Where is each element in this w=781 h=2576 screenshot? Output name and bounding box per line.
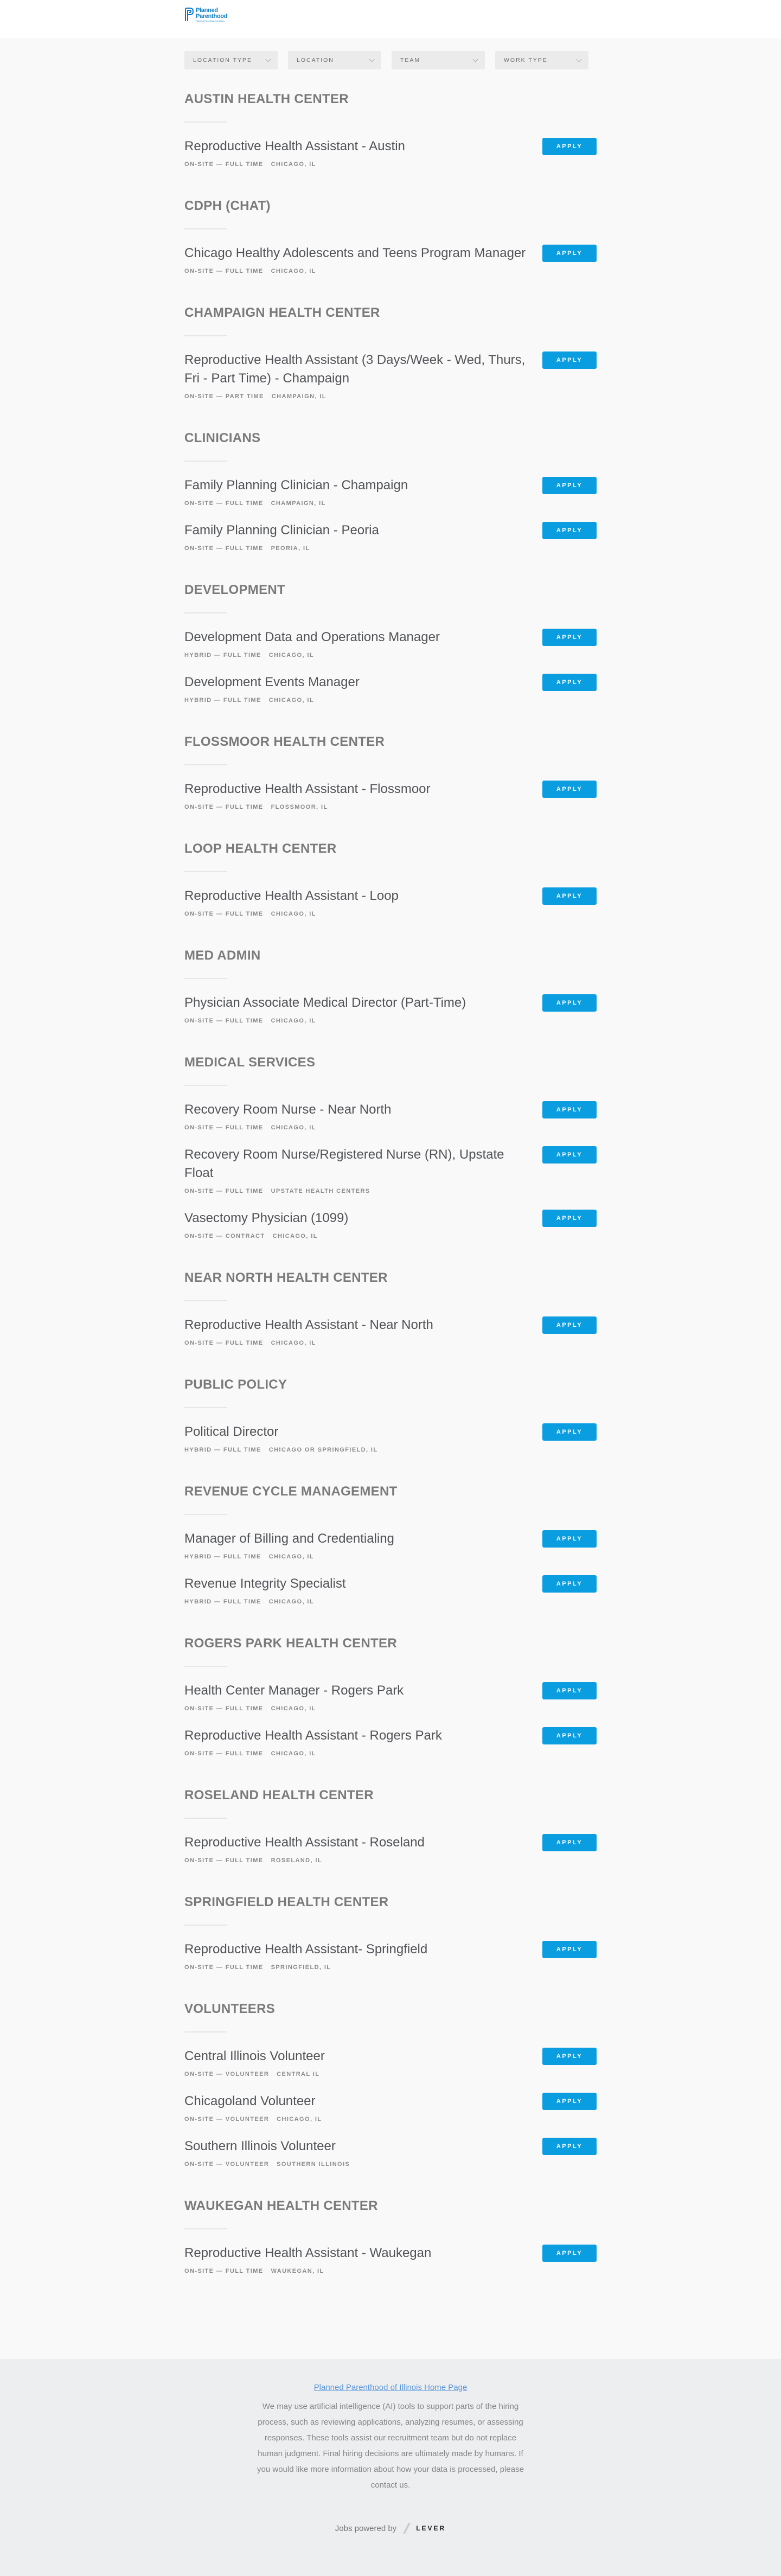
apply-button[interactable]: APPLY bbox=[542, 2245, 597, 2262]
posting-title[interactable]: Reproductive Health Assistant - Rogers Park bbox=[184, 1728, 442, 1743]
posting-commitment: ON-SITE — FULL TIME bbox=[184, 1964, 264, 1971]
posting-meta bbox=[184, 392, 532, 401]
posting-title[interactable]: Development Data and Operations Manager bbox=[184, 630, 440, 644]
posting-location: CHICAGO, IL bbox=[271, 911, 316, 917]
ai-disclaimer: We may use artificial intelligence (AI) tools to support parts of the hiring process, such as reviewing applications, analyzing resumes, or assessing responses. These tools assist our recruitment team but do not replace human judgment. Final hiring decisions are ultimately made by humans. If you would like more information about how your data is processed, please contact us. bbox=[257, 2402, 524, 2490]
posting-info bbox=[184, 1316, 532, 1347]
posting-group bbox=[184, 2001, 597, 2169]
posting-item[interactable] bbox=[184, 2047, 597, 2079]
posting-location: WAUKEGAN, IL bbox=[271, 2268, 324, 2274]
posting-info bbox=[184, 2244, 532, 2275]
posting-commitment: HYBRID — FULL TIME bbox=[184, 652, 261, 659]
posting-title[interactable]: Reproductive Health Assistant - Roseland bbox=[184, 1835, 425, 1850]
posting-group bbox=[184, 841, 597, 918]
posting-title[interactable]: Chicago Healthy Adolescents and Teens Program Manager bbox=[184, 246, 526, 260]
posting-location: CHICAGO, IL bbox=[277, 2116, 322, 2123]
posting-commitment: ON-SITE — VOLUNTEER bbox=[184, 2071, 270, 2078]
group-title: WAUKEGAN HEALTH CENTER bbox=[184, 2198, 378, 2213]
posting-location: CHICAGO, IL bbox=[268, 652, 314, 659]
posting-location: CHICAGO, IL bbox=[272, 1233, 318, 1239]
posting-info bbox=[184, 476, 532, 508]
planned-parenthood-p-icon bbox=[184, 8, 194, 22]
posting-info bbox=[184, 1530, 532, 1561]
lever-icon bbox=[402, 2522, 412, 2534]
posting-group bbox=[184, 734, 597, 811]
posting-commitment: HYBRID — FULL TIME bbox=[184, 1447, 261, 1453]
posting-group bbox=[184, 1635, 597, 1758]
apply-button[interactable]: APPLY bbox=[542, 2093, 597, 2110]
group-title: CHAMPAIGN HEALTH CENTER bbox=[184, 305, 380, 320]
group-title: AUSTIN HEALTH CENTER bbox=[184, 92, 349, 106]
group-divider bbox=[184, 1818, 227, 1819]
apply-button[interactable]: APPLY bbox=[542, 1530, 597, 1548]
posting-title[interactable]: Reproductive Health Assistant - Near North bbox=[184, 1318, 433, 1332]
posting-item[interactable] bbox=[184, 521, 597, 553]
posting-group bbox=[184, 1894, 597, 1972]
group-title: NEAR NORTH HEALTH CENTER bbox=[184, 1270, 388, 1285]
group-divider bbox=[184, 2031, 227, 2032]
filter-label: WORK TYPE bbox=[504, 57, 548, 63]
posting-info bbox=[184, 887, 532, 918]
posting-title[interactable]: Health Center Manager - Rogers Park bbox=[184, 1683, 404, 1698]
posting-location: SOUTHERN ILLINOIS bbox=[277, 2161, 350, 2168]
posting-commitment: ON-SITE — FULL TIME bbox=[184, 1340, 264, 1346]
posting-info bbox=[184, 1575, 532, 1606]
filter-location-type[interactable] bbox=[184, 51, 278, 69]
group-title: DEVELOPMENT bbox=[184, 583, 285, 597]
posting-info bbox=[184, 1727, 532, 1758]
posting-item[interactable] bbox=[184, 1940, 597, 1972]
posting-commitment: ON-SITE — FULL TIME bbox=[184, 1750, 264, 1757]
posting-location: CHICAGO, IL bbox=[268, 1599, 314, 1605]
group-divider bbox=[184, 612, 227, 613]
chevron-down-icon bbox=[577, 56, 582, 62]
filter-team[interactable] bbox=[392, 51, 485, 69]
posting-meta bbox=[184, 1749, 532, 1758]
posting-title[interactable]: Reproductive Health Assistant - Austin bbox=[184, 139, 405, 154]
group-title: VOLUNTEERS bbox=[184, 2002, 276, 2016]
group-divider bbox=[184, 1085, 227, 1086]
group-divider bbox=[184, 1407, 227, 1408]
apply-button[interactable]: APPLY bbox=[542, 1834, 597, 1851]
apply-button[interactable]: APPLY bbox=[542, 887, 597, 905]
group-divider bbox=[184, 1666, 227, 1667]
posting-commitment: ON-SITE — FULL TIME bbox=[184, 268, 264, 274]
chevron-down-icon bbox=[473, 56, 478, 62]
posting-meta bbox=[184, 2115, 532, 2124]
logo-text-line2: Parenthood bbox=[196, 13, 228, 20]
posting-group bbox=[184, 582, 597, 705]
posting-location: CHICAGO, IL bbox=[271, 1750, 316, 1757]
posting-title[interactable]: Physician Associate Medical Director (Part-Time) bbox=[184, 995, 466, 1010]
posting-meta bbox=[184, 2267, 532, 2275]
posting-location: PEORIA, IL bbox=[271, 545, 310, 552]
posting-info bbox=[184, 1940, 532, 1972]
posting-info bbox=[184, 2137, 532, 2169]
posting-meta bbox=[184, 1552, 532, 1561]
posting-item[interactable] bbox=[184, 2244, 597, 2275]
posting-title[interactable]: Chicagoland Volunteer bbox=[184, 2094, 316, 2108]
posting-item[interactable] bbox=[184, 1209, 597, 1241]
postings-groups bbox=[184, 91, 597, 2275]
posting-commitment: HYBRID — FULL TIME bbox=[184, 1554, 261, 1560]
posting-info bbox=[184, 628, 532, 660]
posting-group bbox=[184, 1787, 597, 1865]
posting-meta bbox=[184, 1963, 532, 1972]
lever-wordmark: LEVER bbox=[416, 2524, 446, 2532]
group-title: CDPH (CHAT) bbox=[184, 199, 271, 213]
posting-commitment: HYBRID — FULL TIME bbox=[184, 1599, 261, 1605]
posting-location: CHAMPAIGN, IL bbox=[271, 393, 327, 400]
posting-meta bbox=[184, 544, 532, 553]
posting-title[interactable]: Vasectomy Physician (1099) bbox=[184, 1211, 349, 1225]
posting-info bbox=[184, 780, 532, 811]
group-title: MEDICAL SERVICES bbox=[184, 1055, 316, 1070]
posting-info bbox=[184, 2092, 532, 2124]
apply-button[interactable]: APPLY bbox=[542, 1682, 597, 1699]
posting-info bbox=[184, 1833, 532, 1865]
posting-group bbox=[184, 305, 597, 401]
posting-group bbox=[184, 2198, 597, 2275]
posting-location: SPRINGFIELD, IL bbox=[271, 1964, 331, 1971]
filter-label: LOCATION TYPE bbox=[193, 57, 253, 63]
header bbox=[0, 0, 781, 38]
group-divider bbox=[184, 764, 227, 765]
group-title: REVENUE CYCLE MANAGEMENT bbox=[184, 1484, 398, 1499]
posting-item[interactable] bbox=[184, 780, 597, 811]
posting-meta bbox=[184, 910, 532, 918]
posting-title[interactable]: Recovery Room Nurse/Registered Nurse (RN), Upstate Float bbox=[184, 1147, 504, 1180]
posting-meta bbox=[184, 1123, 532, 1132]
posting-location: CHICAGO, IL bbox=[268, 697, 314, 704]
group-title: CLINICIANS bbox=[184, 431, 261, 445]
posting-item[interactable] bbox=[184, 1833, 597, 1865]
posting-meta bbox=[184, 803, 532, 811]
posting-meta bbox=[184, 696, 532, 705]
posting-commitment: ON-SITE — FULL TIME bbox=[184, 804, 264, 810]
posting-meta bbox=[184, 267, 532, 276]
posting-title[interactable]: Reproductive Health Assistant - Waukegan bbox=[184, 2246, 432, 2260]
filter-work-type[interactable] bbox=[495, 51, 588, 69]
posting-commitment: ON-SITE — FULL TIME bbox=[184, 500, 264, 507]
posting-location: FLOSSMOOR, IL bbox=[271, 804, 328, 810]
posting-location: CHICAGO, IL bbox=[271, 1124, 316, 1131]
apply-button[interactable]: APPLY bbox=[542, 1101, 597, 1118]
posting-commitment: ON-SITE — FULL TIME bbox=[184, 911, 264, 917]
posting-group bbox=[184, 1054, 597, 1241]
posting-info bbox=[184, 2047, 532, 2079]
group-divider bbox=[184, 1514, 227, 1515]
posting-item[interactable] bbox=[184, 1101, 597, 1132]
posting-item[interactable] bbox=[184, 1423, 597, 1454]
posting-group bbox=[184, 1484, 597, 1606]
posting-group bbox=[184, 1377, 597, 1454]
posting-meta bbox=[184, 1597, 532, 1606]
apply-button[interactable]: APPLY bbox=[542, 245, 597, 262]
apply-button[interactable]: APPLY bbox=[542, 674, 597, 691]
posting-title[interactable]: Reproductive Health Assistant- Springfield bbox=[184, 1942, 428, 1957]
posting-location: CENTRAL IL bbox=[277, 2071, 320, 2078]
posting-title[interactable]: Revenue Integrity Specialist bbox=[184, 1576, 346, 1591]
apply-button[interactable]: APPLY bbox=[542, 1575, 597, 1593]
posting-title[interactable]: Central Illinois Volunteer bbox=[184, 2049, 325, 2063]
posting-item[interactable] bbox=[184, 1682, 597, 1713]
posting-location: CHICAGO OR SPRINGFIELD, IL bbox=[268, 1447, 378, 1453]
group-divider bbox=[184, 1300, 227, 1301]
posting-title[interactable]: Family Planning Clinician - Peoria bbox=[184, 523, 379, 538]
logo-text-line1: Planned bbox=[196, 7, 218, 14]
group-divider bbox=[184, 122, 227, 123]
posting-title[interactable]: Political Director bbox=[184, 1424, 279, 1439]
posting-commitment: ON-SITE — VOLUNTEER bbox=[184, 2161, 270, 2168]
posting-commitment: ON-SITE — FULL TIME bbox=[184, 545, 264, 552]
posting-meta bbox=[184, 1232, 532, 1241]
posting-info bbox=[184, 1423, 532, 1454]
posting-commitment: HYBRID — FULL TIME bbox=[184, 697, 261, 704]
posting-title[interactable]: Reproductive Health Assistant - Loop bbox=[184, 889, 399, 903]
posting-commitment: ON-SITE — VOLUNTEER bbox=[184, 2116, 270, 2123]
planned-parenthood-logo[interactable] bbox=[184, 8, 227, 23]
posting-meta bbox=[184, 2160, 532, 2169]
posting-item[interactable] bbox=[184, 351, 597, 401]
posting-title[interactable]: Manager of Billing and Credentialing bbox=[184, 1531, 394, 1546]
group-title: FLOSSMOOR HEALTH CENTER bbox=[184, 734, 385, 749]
chevron-down-icon bbox=[369, 56, 375, 62]
apply-button[interactable]: APPLY bbox=[542, 2048, 597, 2065]
filter-location[interactable] bbox=[288, 51, 381, 69]
posting-commitment: ON-SITE — FULL TIME bbox=[184, 1188, 264, 1194]
posting-commitment: ON-SITE — PART TIME bbox=[184, 393, 264, 400]
posting-location: CHICAGO, IL bbox=[271, 1705, 316, 1712]
filter-bar bbox=[184, 51, 597, 69]
posting-info bbox=[184, 351, 532, 401]
group-title: ROGERS PARK HEALTH CENTER bbox=[184, 1636, 397, 1651]
apply-button[interactable]: APPLY bbox=[542, 351, 597, 369]
posting-item[interactable] bbox=[184, 628, 597, 660]
apply-button[interactable]: APPLY bbox=[542, 2138, 597, 2155]
apply-button[interactable]: APPLY bbox=[542, 1316, 597, 1334]
posting-group bbox=[184, 198, 597, 276]
apply-button[interactable]: APPLY bbox=[542, 781, 597, 798]
posting-item[interactable] bbox=[184, 1530, 597, 1561]
posting-item[interactable] bbox=[184, 2092, 597, 2124]
posting-item[interactable] bbox=[184, 1146, 597, 1196]
posting-meta bbox=[184, 1856, 532, 1865]
apply-button[interactable]: APPLY bbox=[542, 1146, 597, 1164]
posting-info bbox=[184, 1209, 532, 1241]
group-divider bbox=[184, 871, 227, 872]
apply-button[interactable]: APPLY bbox=[542, 1727, 597, 1744]
apply-button[interactable]: APPLY bbox=[542, 1423, 597, 1441]
posting-location: ROSELAND, IL bbox=[271, 1857, 322, 1864]
posting-title[interactable]: Development Events Manager bbox=[184, 675, 360, 689]
group-title: LOOP HEALTH CENTER bbox=[184, 841, 337, 856]
posting-item[interactable] bbox=[184, 1575, 597, 1606]
posting-location: CHICAGO, IL bbox=[268, 1554, 314, 1560]
filter-label: TEAM bbox=[400, 57, 421, 63]
posting-info bbox=[184, 137, 532, 169]
posting-location: CHICAGO, IL bbox=[271, 268, 316, 274]
group-divider bbox=[184, 228, 227, 229]
group-title: MED ADMIN bbox=[184, 948, 261, 963]
posting-location: UPSTATE HEALTH CENTERS bbox=[271, 1188, 370, 1194]
posting-title[interactable]: Recovery Room Nurse - Near North bbox=[184, 1102, 392, 1117]
posting-location: CHICAGO, IL bbox=[271, 1340, 316, 1346]
posting-meta bbox=[184, 1339, 532, 1347]
posting-item[interactable] bbox=[184, 137, 597, 169]
posting-title[interactable]: Southern Illinois Volunteer bbox=[184, 2139, 336, 2153]
posting-title[interactable]: Reproductive Health Assistant (3 Days/Week - Wed, Thurs, Fri - Part Time) - Champaign bbox=[184, 353, 526, 386]
group-divider bbox=[184, 2228, 227, 2229]
posting-item[interactable] bbox=[184, 1316, 597, 1347]
posting-item[interactable] bbox=[184, 2137, 597, 2169]
home-page-link[interactable]: Planned Parenthood of Illinois Home Page bbox=[313, 2383, 468, 2392]
posting-meta bbox=[184, 1704, 532, 1713]
posting-group bbox=[184, 1270, 597, 1347]
posting-commitment: ON-SITE — FULL TIME bbox=[184, 1124, 264, 1131]
powered-by-label: Jobs powered by bbox=[335, 2523, 397, 2533]
posting-meta bbox=[184, 651, 532, 660]
posting-info bbox=[184, 244, 532, 276]
group-title: PUBLIC POLICY bbox=[184, 1377, 287, 1392]
posting-group bbox=[184, 430, 597, 553]
posting-meta bbox=[184, 499, 532, 508]
postings-list bbox=[184, 38, 597, 2359]
group-divider bbox=[184, 978, 227, 979]
posting-title[interactable]: Family Planning Clinician - Champaign bbox=[184, 478, 408, 493]
posting-commitment: ON-SITE — FULL TIME bbox=[184, 1705, 264, 1712]
apply-button[interactable]: APPLY bbox=[542, 994, 597, 1012]
posting-title[interactable]: Reproductive Health Assistant - Flossmoor bbox=[184, 782, 431, 796]
posting-meta bbox=[184, 1446, 532, 1454]
group-title: ROSELAND HEALTH CENTER bbox=[184, 1788, 374, 1802]
apply-button[interactable]: APPLY bbox=[542, 1210, 597, 1227]
posting-info bbox=[184, 1101, 532, 1132]
posting-meta bbox=[184, 1017, 532, 1025]
posting-meta bbox=[184, 160, 532, 169]
posting-meta bbox=[184, 2070, 532, 2079]
posting-location: CHICAGO, IL bbox=[271, 1018, 316, 1024]
group-divider bbox=[184, 1925, 227, 1926]
logo-subtitle: Planned Parenthood of Illinois bbox=[196, 20, 225, 22]
posting-info bbox=[184, 1682, 532, 1713]
posting-item[interactable] bbox=[184, 1727, 597, 1758]
footer bbox=[0, 2359, 781, 2576]
filter-label: LOCATION bbox=[297, 57, 334, 63]
apply-button[interactable]: APPLY bbox=[542, 477, 597, 494]
posting-meta bbox=[184, 1187, 532, 1196]
posting-commitment: ON-SITE — FULL TIME bbox=[184, 2268, 264, 2274]
lever-logo[interactable] bbox=[402, 2522, 446, 2534]
posting-group bbox=[184, 91, 597, 169]
posting-info bbox=[184, 673, 532, 705]
group-title: SPRINGFIELD HEALTH CENTER bbox=[184, 1895, 389, 1909]
posting-item[interactable] bbox=[184, 244, 597, 276]
powered-by bbox=[0, 2522, 781, 2534]
posting-commitment: ON-SITE — FULL TIME bbox=[184, 1857, 264, 1864]
apply-button[interactable]: APPLY bbox=[542, 1941, 597, 1958]
apply-button[interactable]: APPLY bbox=[542, 138, 597, 155]
posting-item[interactable] bbox=[184, 673, 597, 705]
apply-button[interactable]: APPLY bbox=[542, 522, 597, 539]
chevron-down-icon bbox=[266, 56, 271, 62]
posting-location: CHICAGO, IL bbox=[271, 161, 316, 168]
apply-button[interactable]: APPLY bbox=[542, 629, 597, 646]
posting-commitment: ON-SITE — FULL TIME bbox=[184, 1018, 264, 1024]
posting-location: CHAMPAIGN, IL bbox=[271, 500, 326, 507]
posting-group bbox=[184, 948, 597, 1025]
posting-item[interactable] bbox=[184, 887, 597, 918]
group-divider bbox=[184, 335, 227, 336]
posting-item[interactable] bbox=[184, 994, 597, 1025]
posting-info bbox=[184, 521, 532, 553]
posting-info bbox=[184, 994, 532, 1025]
posting-info bbox=[184, 1146, 532, 1196]
posting-item[interactable] bbox=[184, 476, 597, 508]
posting-commitment: ON-SITE — FULL TIME bbox=[184, 161, 264, 168]
posting-commitment: ON-SITE — CONTRACT bbox=[184, 1233, 265, 1239]
group-divider bbox=[184, 461, 227, 462]
